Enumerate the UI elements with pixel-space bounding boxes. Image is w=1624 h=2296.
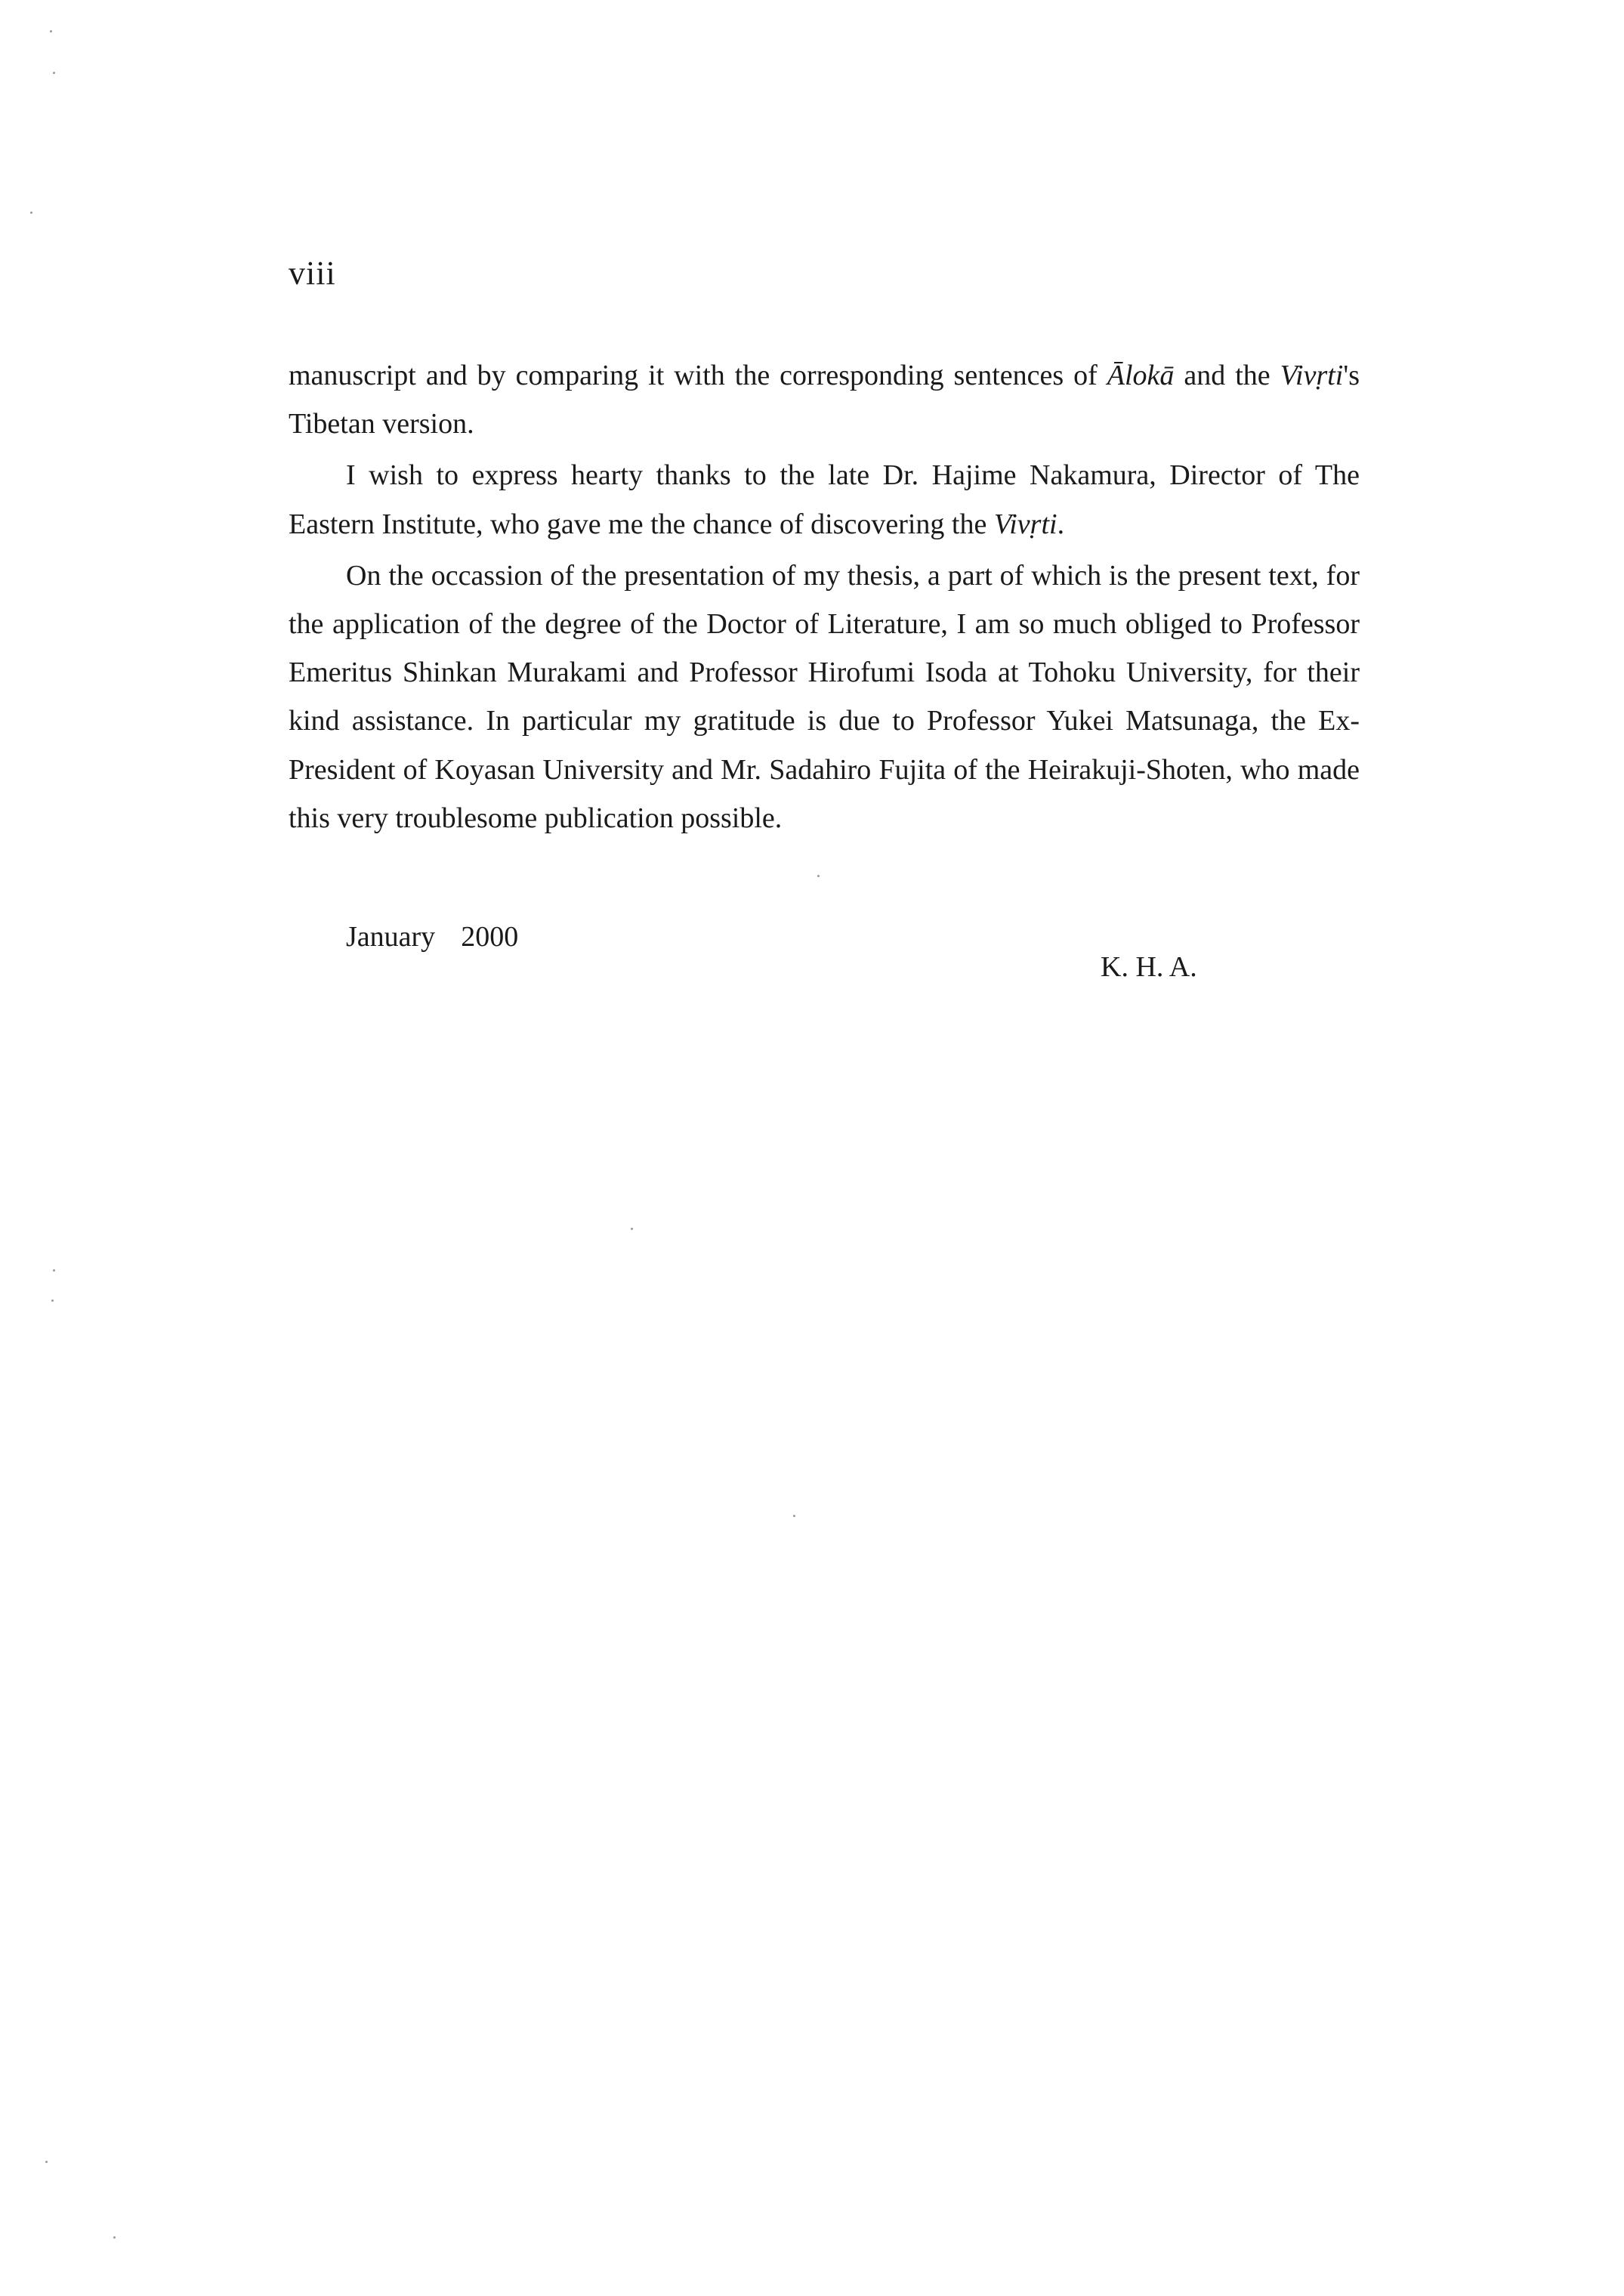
text-segment-italic: Vivṛti — [1280, 360, 1344, 391]
scan-speck — [53, 1269, 55, 1272]
text-segment-italic: Vivṛti — [993, 508, 1057, 540]
text-segment: . — [1057, 508, 1065, 540]
scan-speck — [631, 1228, 633, 1230]
page-number: viii — [289, 255, 336, 292]
text-segment: manuscript and by comparing it with the corresponding sentences of — [289, 360, 1107, 391]
scan-speck — [53, 72, 55, 74]
text-segment-italic: Ālokā — [1107, 360, 1175, 391]
closing-date — [346, 920, 518, 955]
scan-speck — [30, 212, 32, 214]
text-segment: On the occassion of the presentation of my thesis, a part of which is the present text, for the application of the degree of the Doctor of Literature, I am so much obliged to Professor Emeritus Shinkan Murakami and Professor Hirofumi Isoda at Tohoku University, for their kind assistance. In particular my gratitude is due to Professor Yukei Matsunaga, the Ex-President of Koyasan University and Mr. Sadahiro Fujita of the Heirakuji-Shoten, who made this very troublesome publication possible. — [289, 559, 1360, 834]
text-segment: 's Tibetan version. — [289, 360, 1360, 440]
text-segment: I wish to express hearty thanks to the late Dr. Hajime Nakamura, Director of The Eastern Institute, who gave me the chance of discovering the — [289, 459, 1360, 540]
text-segment: and the — [1174, 360, 1280, 391]
scan-speck — [113, 2236, 116, 2239]
preface-body — [289, 351, 1360, 842]
date-year: 2000 — [461, 921, 519, 953]
paragraph-thanks — [289, 451, 1360, 548]
scan-speck — [45, 2161, 48, 2163]
paragraph-acknowledgement — [289, 552, 1360, 842]
scan-speck — [50, 30, 52, 32]
scan-speck — [793, 1515, 795, 1517]
scan-speck — [817, 875, 820, 877]
date-month: January — [346, 921, 436, 953]
scan-speck — [51, 1299, 54, 1302]
author-initials: K. H. A. — [1101, 951, 1197, 983]
paragraph-continuation — [289, 351, 1360, 448]
